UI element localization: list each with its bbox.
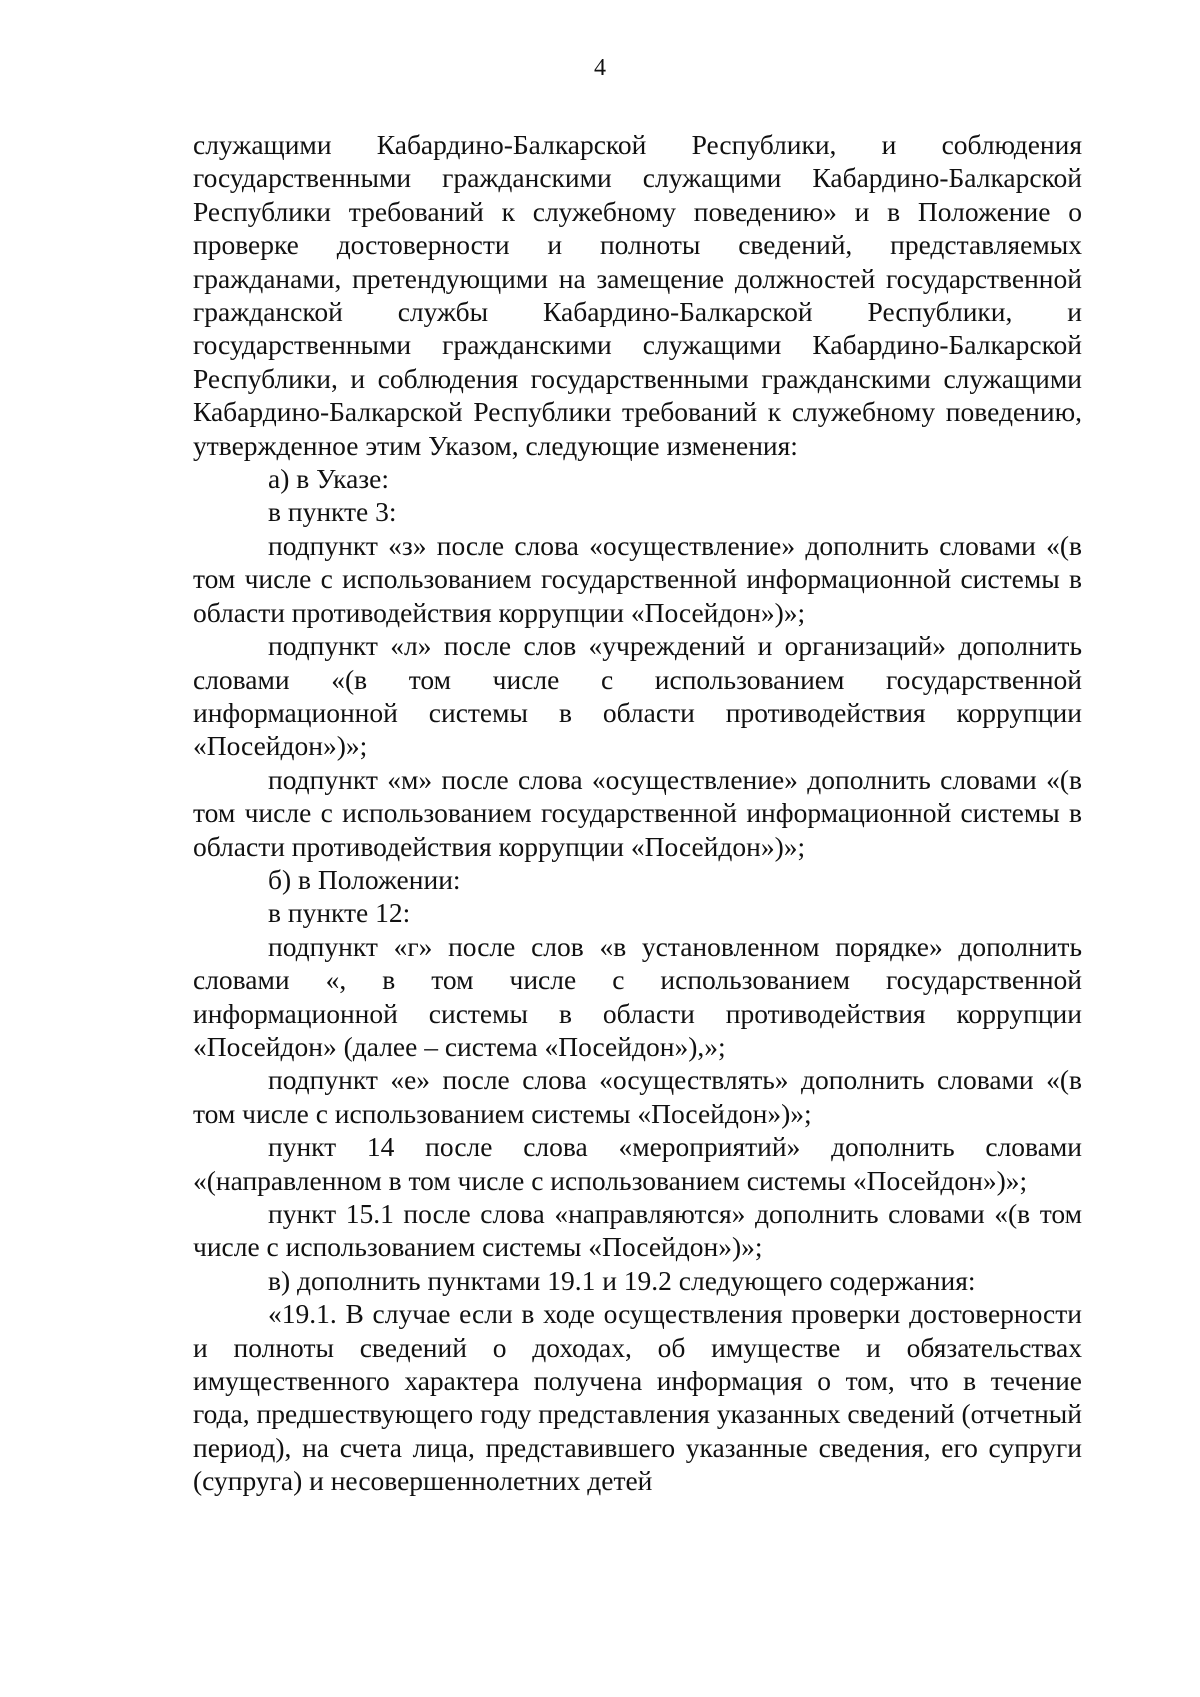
paragraph-intro: служащими Кабардино-Балкарской Республики, и соблюдения государственными гражданскими служащими Кабардино-Балкарской Республики требований к служебному поведению» и в Положение о проверке достоверности и полноты сведений, представляемых гражданами, претендующими на замещение должностей государственной гражданской службы Кабардино-Балкарской Республики, и государственными гражданскими служащими Кабардино-Балкарской Республики, и соблюдения государственными гражданскими служащими Кабардино-Балкарской Республики требований к служебному поведению, утвержденное этим Указом, следующие изменения: <box>193 129 1082 461</box>
paragraph-point-3: в пункте 3: <box>268 496 397 528</box>
paragraph-point-15-1: пункт 15.1 после слова «направляются» дополнить словами «(в том числе с использованием системы «Посейдон»)»; <box>193 1198 1082 1263</box>
paragraph-subpoint-l: подпункт «л» после слов «учреждений и организаций» дополнить словами «(в том числе с использованием государственной информационной системы в области противодействия коррупции «Посейдон»)»; <box>193 630 1082 762</box>
document-body <box>193 128 1082 1498</box>
paragraph-point-12: в пункте 12: <box>268 897 411 929</box>
paragraph-subpoint-e: подпункт «е» после слова «осуществлять» дополнить словами «(в том числе с использованием системы «Посейдон»)»; <box>193 1064 1082 1129</box>
paragraph-subpoint-z: подпункт «з» после слова «осуществление» дополнить словами «(в том числе с использованием государственной информационной системы в области противодействия коррупции «Посейдон»)»; <box>193 529 1082 628</box>
paragraph-point-14: пункт 14 после слова «мероприятий» дополнить словами «(направленном в том числе с использованием системы «Посейдон»)»; <box>193 1131 1082 1196</box>
paragraph-subpoint-m: подпункт «м» после слова «осуществление» дополнить словами «(в том числе с использованием государственной информационной системы в области противодействия коррупции «Посейдон»)»; <box>193 763 1082 862</box>
paragraph-point-19-1: «19.1. В случае если в ходе осуществления проверки достоверности и полноты сведений о доходах, об имуществе и обязательствах имущественного характера получена информация о том, что в течение года, предшествующего году представления указанных сведений (отчетный период), на счета лица, представившего указанные сведения, его супруги (супруга) и несовершеннолетних детей <box>193 1298 1082 1497</box>
paragraph-subpoint-g: подпункт «г» после слов «в установленном порядке» дополнить словами «, в том числе с использованием государственной информационной системы в области противодействия коррупции «Посейдон» (далее – система «Посейдон»),»; <box>193 930 1082 1062</box>
paragraph-v-add-points: в) дополнить пунктами 19.1 и 19.2 следующего содержания: <box>268 1264 976 1296</box>
page-number: 4 <box>594 55 606 81</box>
paragraph-a-decree: а) в Указе: <box>268 463 390 495</box>
paragraph-b-regulation: б) в Положении: <box>268 863 461 895</box>
